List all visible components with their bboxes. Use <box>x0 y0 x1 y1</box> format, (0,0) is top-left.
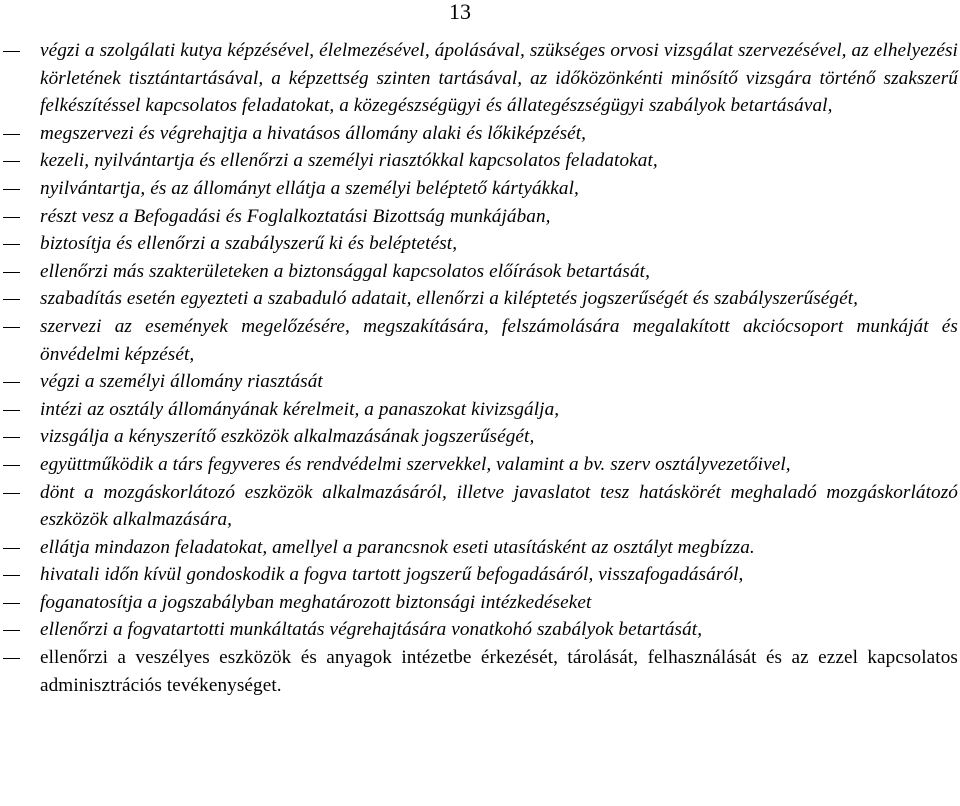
dash-bullet <box>3 51 20 52</box>
list-item-text: nyilvántartja, és az állományt ellátja a személyi beléptető kártyákkal, <box>40 177 579 199</box>
list-item <box>0 451 960 479</box>
list-item <box>0 313 960 368</box>
list-item-text: együttműködik a társ fegyveres és rendvédelmi szervekkel, valamint a bv. szerv osztályvezetőivel, <box>40 453 791 475</box>
list-item-text: hivatali időn kívül gondoskodik a fogva tartott jogszerű befogadásáról, visszafogadásáról, <box>40 564 744 586</box>
list-item-text: megszervezi és végrehajtja a hivatásos állomány alaki és lőkiképzését, <box>40 122 587 144</box>
list-item-text: szabadítás esetén egyezteti a szabaduló adatait, ellenőrzi a kiléptetés jogszerűségét és szabályszerűségét, <box>40 288 859 310</box>
dash-bullet <box>3 382 20 383</box>
dash-bullet <box>3 658 20 659</box>
dash-bullet <box>3 161 20 162</box>
dash-bullet <box>3 327 20 328</box>
dash-bullet <box>3 244 20 245</box>
list-item <box>0 396 960 424</box>
list-item-text: vizsgálja a kényszerítő eszközök alkalmazásának jogszerűségét, <box>40 426 535 448</box>
list-item <box>0 203 960 231</box>
list-item-text: részt vesz a Befogadási és Foglalkoztatási Bizottság munkájában, <box>40 205 551 227</box>
list-item-text: ellenőrzi a veszélyes eszközök és anyagok intézetbe érkezését, tárolását, felhasználását és az ezzel kapcsolatos adminisztrációs tevékenységet. <box>40 647 958 696</box>
dash-bullet <box>3 134 20 135</box>
list-item <box>0 534 960 562</box>
list-item-text: kezeli, nyilvántartja és ellenőrzi a személyi riasztókkal kapcsolatos feladatokat, <box>40 150 658 172</box>
list-item-text: végzi a szolgálati kutya képzésével, élelmezésével, ápolásával, szükséges orvosi vizsgálat szervezésével, az elhelyezési körletének tisztántartásával, a képzettség szinten tartásával, az időközönkénti minősítő vizsgára történő szakszerű felkészítéssel kapcsolatos feladatokat, a közegészségügyi és állategészségügyi szabályok betartásával, <box>40 40 958 117</box>
list-item <box>0 423 960 451</box>
page-number: 13 <box>449 0 471 24</box>
dash-bullet <box>3 217 20 218</box>
list-item <box>0 589 960 617</box>
dash-bullet <box>3 465 20 466</box>
list-item-text: foganatosítja a jogszabályban meghatározott biztonsági intézkedéseket <box>40 591 592 613</box>
list-item <box>0 120 960 148</box>
dash-bullet <box>3 299 20 300</box>
list-item <box>0 368 960 396</box>
list-item <box>0 147 960 175</box>
list-item-text: szervezi az események megelőzésére, megszakítására, felszámolására megalakított akciócsoport munkáját és önvédelmi képzését, <box>40 315 958 365</box>
list-item-text: ellenőrzi a fogvatartotti munkáltatás végrehajtására vonatkohó szabályok betartását, <box>40 619 703 641</box>
dash-bullet <box>3 575 20 576</box>
dash-bullet <box>3 548 20 549</box>
dash-bullet <box>3 630 20 631</box>
list-item-text: ellenőrzi más szakterületeken a biztonsággal kapcsolatos előírások betartását, <box>40 260 651 282</box>
list-item <box>0 175 960 203</box>
dash-bullet <box>3 189 20 190</box>
list-item <box>0 644 960 699</box>
list-item <box>0 258 960 286</box>
list-item <box>0 561 960 589</box>
list-item-text: dönt a mozgáskorlátozó eszközök alkalmazásáról, illetve javaslatot tesz hatáskörét meghaladó mozgáskorlátozó eszközök alkalmazására, <box>40 481 958 531</box>
dash-bullet <box>3 410 20 411</box>
duty-list <box>0 37 960 699</box>
list-item-text: intézi az osztály állományának kérelmeit, a panaszokat kivizsgálja, <box>40 398 560 420</box>
list-item <box>0 479 960 534</box>
list-item-text: végzi a személyi állomány riasztását <box>40 371 323 393</box>
dash-bullet <box>3 603 20 604</box>
list-item <box>0 616 960 644</box>
dash-bullet <box>3 272 20 273</box>
list-item-text: biztosítja és ellenőrzi a szabályszerű ki és beléptetést, <box>40 233 458 255</box>
dash-bullet <box>3 437 20 438</box>
dash-bullet <box>3 493 20 494</box>
list-item <box>0 230 960 258</box>
list-item-text: ellátja mindazon feladatokat, amellyel a parancsnok eseti utasításként az osztályt megbízza. <box>40 536 755 558</box>
list-item <box>0 37 960 120</box>
list-item <box>0 285 960 313</box>
